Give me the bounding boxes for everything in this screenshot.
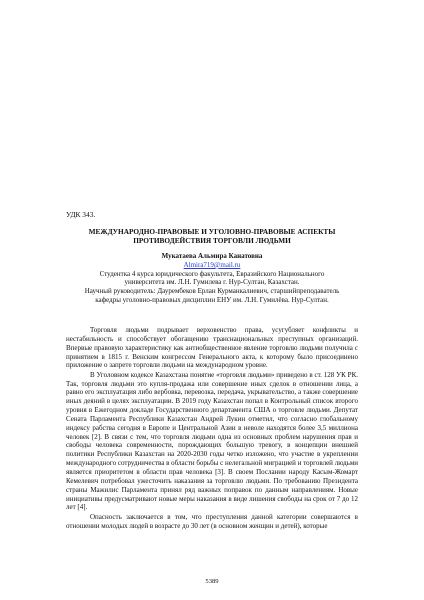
author-affiliation — [66, 270, 358, 288]
udc-code: УДК 343. — [66, 210, 96, 219]
paragraph-2: В Уголовном кодексе Казахстана понятие «торговля людьми» приведено в ст. 128 УК РК. Так, торговля людьми это купля-продажа или совершение иных сделок в отношении лица, а равно его эксплуатация либо вербовка, перевозка, передача, укрывательство, а также совершение иных деяний в целях эксплуатации. В 2019 году Казахстан попал в Контрольный список второго уровня в Ежегодном докладе Государственного департамента США о торговле людьми. Депутат Сената Парламента Республики Казахстан Андрей Лукин отметил, что согласно глобальному индексу рабства сегодня в Европе и Центральной Азии в неволе находятся более 3,5 миллиона человек [2]. В связи с тем, что торговля людьми одна из основных проблем нарушения прав и свободы человека современности, порождающих большую тревогу, в концепции внешней политики Республики Казахстан на 2020-2030 годы четко изложено, что участие в укреплении международного сотрудничества в области борьбы с нелегальной миграцией и торговлей людьми является приоритетом в области прав человека [3]. В своем Послании народу Касым-Жомарт Кемелевич потребовал ужесточить наказания за торговлю людьми. По требованию Президента страны Мажилис Парламента принял ряд важных поправок по данным направлениям. Новые инициативы предусматривают новые меры наказания в виде лишения свободы на срок от 7 до 12 лет [4]. — [66, 370, 358, 512]
paper-title-line-2: ПРОТИВОДЕЙСТВИЯ ТОРГОВЛИ ЛЮДЬМИ — [133, 236, 291, 245]
affiliation-line-1: Студентка 4 курса юридического факультета, Евразийского Национального — [99, 269, 325, 278]
author-email-link[interactable]: Almira719@mail.ru — [183, 260, 241, 269]
supervisor-line-1: Научный руководитель: Даурембеков Ерлан Курманкалиевич, старшийпреподаватель — [84, 287, 340, 296]
author-name: Мукатаева Альмира Канатовна — [161, 252, 263, 260]
paragraph-1: Торговля людьми подрывает верховенство права, усугубляет конфликты и нестабильность и способствует обогащению транснациональных преступных организаций. Впервые правовую характеристику как антиобщественное явление торговлю людьми получила с принятием в 1815 г. Венским конгрессом Генерального акта, к которому было присоединено приложение о запрете торговли людьми на международном уровне. — [66, 326, 358, 370]
supervisor-info — [66, 287, 358, 305]
body-text — [66, 326, 358, 530]
paper-title-line-1: МЕЖДУНАРОДНО-ПРАВОВЫЕ И УГОЛОВНО-ПРАВОВЫЕ АСПЕКТЫ — [88, 227, 336, 236]
page-number: 5389 — [205, 578, 219, 585]
paragraph-3: Опасность заключается в том, что преступления данной категории совершаются в отношении молодых людей в возрасте до 30 лет (в основном женщин и детей), которые — [66, 512, 358, 530]
paper-title — [66, 227, 358, 245]
supervisor-line-2: кафедры уголовно-правовых дисциплин ЕНУ им. Л.Н. Гумилёва. Нур-Султан. — [95, 295, 329, 304]
author-block — [66, 252, 358, 305]
affiliation-line-2: университета им. Л.Н. Гумилева г. Нур-Султан, Казахстан. — [124, 278, 300, 287]
